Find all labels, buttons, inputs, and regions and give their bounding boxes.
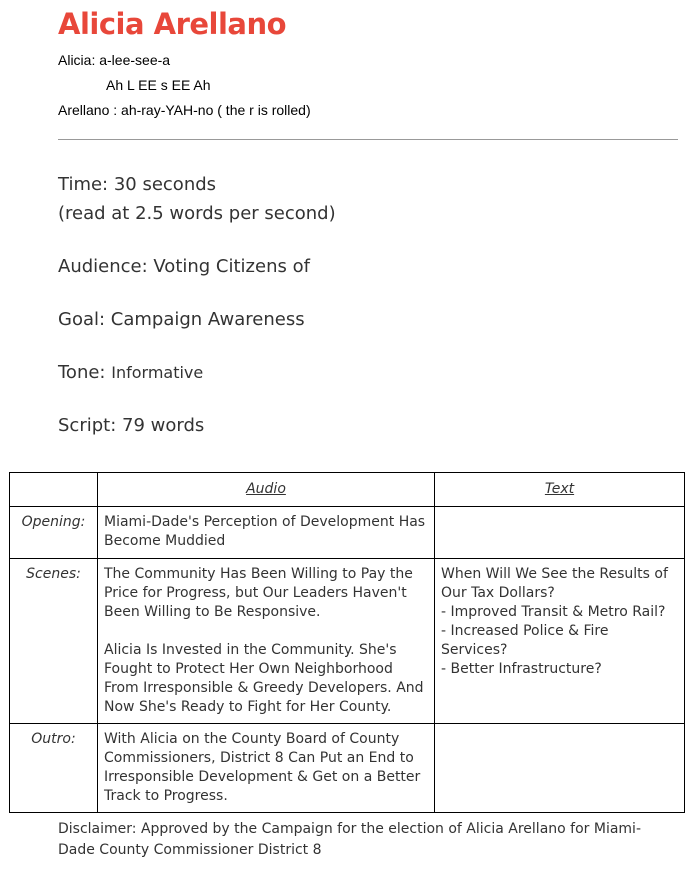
audio-cell-opening bbox=[98, 507, 435, 559]
goal-label: Goal: Campaign Awareness bbox=[58, 309, 305, 330]
table-row-outro bbox=[10, 724, 685, 813]
table-header-row bbox=[10, 473, 685, 507]
horizontal-divider bbox=[58, 139, 678, 140]
audio-paragraph: The Community Has Been Willing to Pay the Price for Progress, but Our Leaders Haven't Been Willing to Be Responsive. bbox=[104, 566, 413, 620]
row-label-scenes: Scenes: bbox=[10, 559, 98, 724]
time-note: (read at 2.5 words per second) bbox=[58, 203, 336, 224]
audio-cell-scenes bbox=[98, 559, 435, 724]
header-audio: Audio bbox=[98, 473, 435, 507]
candidate-name-title: Alicia Arellano bbox=[58, 7, 287, 41]
text-cell-outro bbox=[435, 724, 685, 813]
text-cell-opening bbox=[435, 507, 685, 559]
table-row-opening bbox=[10, 507, 685, 559]
script-word-count: Script: 79 words bbox=[58, 415, 205, 436]
text-line: - Improved Transit & Metro Rail? bbox=[441, 604, 666, 620]
tone-value: Informative bbox=[111, 363, 204, 382]
text-line: When Will We See the Results of Our Tax Dollars? bbox=[441, 566, 668, 601]
text-line: - Increased Police & Fire Services? bbox=[441, 623, 609, 658]
tone-label: Tone: bbox=[58, 362, 106, 383]
pronunciation-first-name-phonetic: Ah L EE s EE Ah bbox=[106, 77, 211, 93]
tone-line bbox=[58, 359, 203, 387]
audio-paragraph: Miami-Dade's Perception of Development Has Become Muddied bbox=[104, 514, 426, 549]
script-table bbox=[9, 472, 685, 813]
text-line: - Better Infrastructure? bbox=[441, 661, 602, 677]
header-blank bbox=[10, 473, 98, 507]
disclaimer: Disclaimer: Approved by the Campaign for the election of Alicia Arellano for Miami-Dade County Commissioner District 8 bbox=[58, 821, 641, 858]
text-cell-scenes bbox=[435, 559, 685, 724]
row-label-opening: Opening: bbox=[10, 507, 98, 559]
pronunciation-first-name: Alicia: a-lee-see-a bbox=[58, 52, 171, 68]
audience-label: Audience: Voting Citizens of bbox=[58, 256, 310, 277]
table-row-scenes bbox=[10, 559, 685, 724]
row-label-outro: Outro: bbox=[10, 724, 98, 813]
audio-paragraph: With Alicia on the County Board of County Commissioners, District 8 Can Put an End to Irresponsible Development & Get on a Better Track to Progress. bbox=[104, 731, 421, 804]
header-text: Text bbox=[435, 473, 685, 507]
audio-cell-outro bbox=[98, 724, 435, 813]
pronunciation-last-name: Arellano : ah-ray-YAH-no ( the r is rolled) bbox=[58, 102, 311, 118]
time-label: Time: 30 seconds bbox=[58, 174, 217, 195]
audio-paragraph: Alicia Is Invested in the Community. She's Fought to Protect Her Own Neighborhood From Irresponsible & Greedy Developers. And Now She's Ready to Fight for Her County. bbox=[104, 642, 424, 715]
